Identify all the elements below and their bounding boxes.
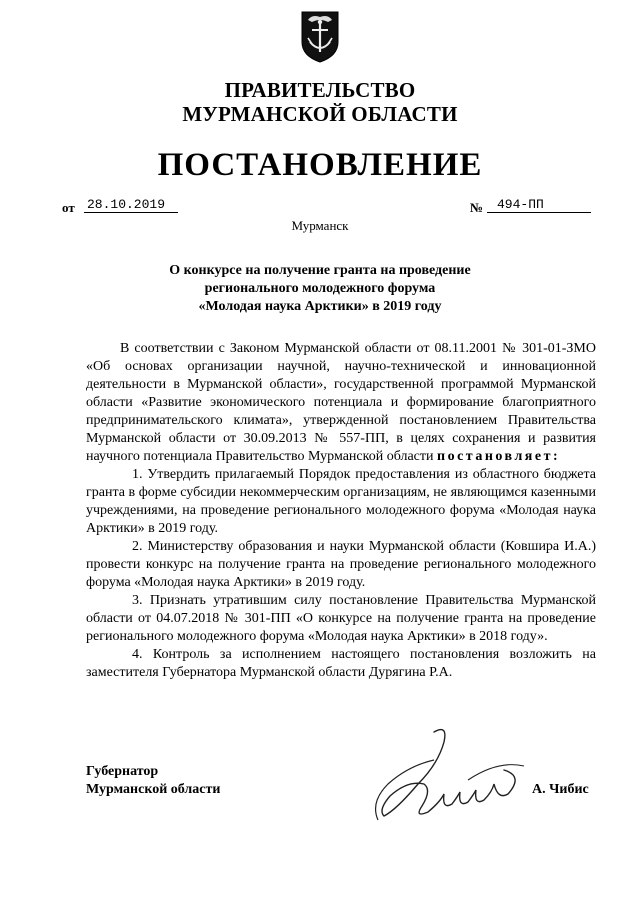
number-label: № xyxy=(470,200,484,215)
subject-line: регионального молодежного форума xyxy=(204,281,436,296)
org-name-line2: МУРМАНСКОЙ ОБЛАСТИ xyxy=(182,102,458,126)
signatory-title xyxy=(86,763,220,799)
city: Мурманск xyxy=(291,218,349,233)
document-number: 494-ПП xyxy=(487,197,591,213)
clause-2: 2. Министерству образования и науки Мурманской области (Ковшира И.А.) провести конкурс на получение гранта на проведение регионального молодежного форума «Молодая наука Арктики» в 2019 году. xyxy=(86,539,596,590)
clause-4: 4. Контроль за исполнением настоящего постановления возложить на заместителя Губернатора Мурманской области Дурягина Р.А. xyxy=(86,647,596,680)
subject-line: «Молодая наука Арктики» в 2019 году xyxy=(198,299,442,314)
clause-3: 3. Признать утратившим силу постановление Правительства Мурманской области от 04.07.2018 № 301-ПП «О конкурсе на получение гранта на проведение регионального молодежного форума «Молодая наука Арктики» в 2018 году». xyxy=(86,593,596,644)
preamble-paragraph xyxy=(86,340,596,466)
document-body xyxy=(86,340,596,682)
date-label: от xyxy=(62,200,75,215)
coat-of-arms-icon xyxy=(298,8,342,64)
signatory-title-line2: Мурманской области xyxy=(86,782,221,797)
document-type: ПОСТАНОВЛЕНИЕ xyxy=(157,147,483,183)
subject-line: О конкурсе на получение гранта на проведение xyxy=(169,263,471,278)
clause-1: 1. Утвердить прилагаемый Порядок предоставления из областного бюджета гранта в форме субсидии некоммерческим организациям, не являющимся казенными учреждениями, на проведение регионального молодежного форума «Молодая наука Арктики» в 2019 году. xyxy=(86,467,596,536)
document-date: 28.10.2019 xyxy=(84,197,178,213)
preamble-text: В соответствии с Законом Мурманской области от 08.11.2001 № 301-01-ЗМО «Об основах организации научной, научно-технической и инновационной деятельности в Мурманской области», государственной программой Мурманской области «Развитие экономического потенциала и формирование благоприятного предпринимательского климата», утвержденной постановлением Правительства Мурманской области от 30.09.2013 № 557-ПП, в целях сохранения и развития научного потенциала Правительство Мурманской области xyxy=(86,341,596,464)
signatory-name: А. Чибис xyxy=(532,782,589,797)
handwritten-signature xyxy=(348,720,538,840)
org-name-line1: ПРАВИТЕЛЬСТВО xyxy=(224,78,416,102)
resolves-word: постановляет: xyxy=(437,449,561,464)
signatory-title-line1: Губернатор xyxy=(86,764,159,779)
document-subject xyxy=(0,262,640,316)
